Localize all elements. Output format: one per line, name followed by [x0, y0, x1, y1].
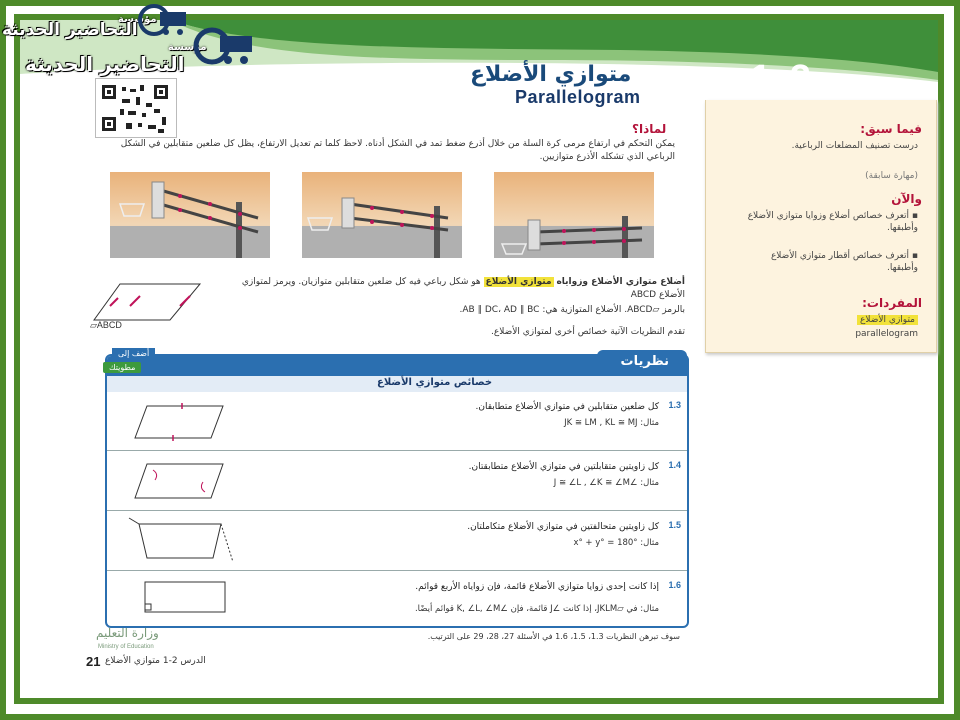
theorem-figure-1: [127, 396, 237, 446]
page-number: 21: [86, 654, 101, 669]
theorem-figure-4: [127, 576, 237, 626]
theorem-row-2: [107, 452, 687, 511]
foldable-tag: مطويتك: [103, 362, 141, 373]
photo-hoop-2: [302, 172, 462, 258]
logo-small-2: مؤسسة: [168, 42, 207, 53]
lesson-title-english: Parallelogram: [515, 87, 641, 107]
theorem-example: مثال: JK ≅ LM , KL ≅ MJ: [564, 418, 659, 428]
theorem-text: كل زاويتين متحالفتين في متوازي الأضلاع متكاملتان.: [467, 522, 659, 532]
sidebar-now-item-2: ▪ أتعرف خصائص أقطار متوازي الأضلاع وأطبقها.: [770, 251, 918, 273]
photo-hoop-1: [110, 172, 270, 258]
sidebar-before-heading: فيما سبق:: [860, 122, 922, 136]
sidebar-vocab-item-1: [738, 314, 918, 326]
definition-text-1: هو شكل رباعي فيه كل ضلعين متقابلين متوازيان. ويرمز لمتوازي الأضلاع ABCD: [241, 277, 685, 300]
theorem-number: 1.6: [668, 580, 681, 590]
qr-code-icon: [96, 79, 176, 137]
definition-lead: أضلاع متوازي الأضلاع وزواياه: [556, 277, 685, 287]
ministry-watermark-en: Ministry of Education: [98, 644, 154, 650]
theorem-row-3: [107, 512, 687, 571]
why-paragraph: يمكن التحكم في ارتفاع مرمى كرة السلة من خلال أذرع ضغط تمد في الشكل أدناه. لاحظ كلما تم تعديل الارتفاع، يظل كل ضلعين متقابلين في الشكل الرباعي الذي تشكله الأذرع متوازيين.: [120, 139, 675, 162]
sidebar-before-sub: (مهارة سابقة): [865, 171, 918, 181]
theorems-title: نظريات: [620, 354, 669, 369]
theorem-row-4: [107, 572, 687, 624]
sidebar-now-heading: والآن: [891, 192, 922, 206]
theorem-figure-3: [127, 516, 237, 566]
proofs-note: سوف تبرهن النظريات 1.3، 1.5، 1.6 في الأسئلة 27، 28، 29 على الترتيب.: [427, 632, 680, 641]
theorem-example: مثال: ∠J ≅ ∠L , ∠K ≅ ∠M: [553, 478, 659, 488]
cart-logo-icon: [132, 2, 192, 42]
book-page: [2, 14, 938, 698]
lesson-footer-ref: الدرس 2-1 متوازي الأضلاع: [105, 656, 206, 666]
definition-line-2: بالرمز ▱ABCD. الأضلاع المتوازية هي: AB ∥ DC، AD ∥ BC.: [459, 305, 685, 315]
sidebar-vocab-item-2: parallelogram: [855, 329, 918, 339]
lesson-sidebar: [705, 100, 937, 353]
logo-small-1: مؤسسة: [118, 14, 157, 25]
logo-text-2: التحاضير الحديثة: [25, 52, 185, 76]
theorem-text: كل زاويتين متقابلتين في متوازي الأضلاع متطابقتان.: [468, 462, 659, 472]
vocab-highlight: متوازي الأضلاع: [857, 315, 918, 325]
lesson-title-arabic: متوازي الأضلاع: [470, 62, 632, 87]
sidebar-now-item-1: ▪ أتعرف خصائص أضلاع وزوايا متوازي الأضلاع وأطبقها.: [747, 211, 918, 233]
ministry-watermark: وزارة التعليم: [96, 626, 159, 640]
theorems-box: [105, 349, 689, 628]
theorem-row-1: [107, 392, 687, 451]
sidebar-before-text: درست تصنيف المضلعات الرباعية.: [791, 141, 918, 151]
qr-code[interactable]: [95, 78, 177, 138]
definition-term: متوازي الأضلاع: [485, 277, 552, 287]
parallelogram-figure-label: ▱ABCD: [90, 320, 122, 330]
theorem-number: 1.5: [668, 520, 681, 530]
cart-logo-icon-2: [190, 24, 260, 70]
theorem-text: إذا كانت إحدى زوايا متوازي الأضلاع قائمة، فإن زواياه الأربع قوائم.: [415, 582, 659, 592]
definition-line-3: تقدم النظريات الآتية خصائص أخرى لمتوازي الأضلاع.: [490, 327, 685, 337]
theorem-number: 1.3: [668, 400, 681, 410]
photo-hoop-3: [494, 172, 654, 258]
theorem-example: مثال: في ▱JKLM، إذا كانت ∠J قائمة، فإن ∠K, ∠L, ∠M قوائم أيضًا.: [414, 604, 659, 614]
add-to-tag: أضف إلى: [112, 348, 155, 359]
sidebar-vocab-heading: المفردات:: [862, 296, 922, 310]
theorem-example: مثال: x° + y° = 180°: [573, 538, 659, 548]
theorem-figure-2: [127, 456, 237, 506]
definition-line-1: [235, 276, 685, 302]
theorem-number: 1.4: [668, 460, 681, 470]
logo-text-1: التحاضير الحديثة: [2, 20, 138, 40]
theorems-subheader: خصائص متوازي الأضلاع: [377, 377, 493, 388]
theorem-text: كل ضلعين متقابلين في متوازي الأضلاع متطابقان.: [475, 402, 659, 412]
why-heading: لماذا؟: [632, 122, 667, 136]
lesson-number: 1-2: [750, 58, 814, 100]
